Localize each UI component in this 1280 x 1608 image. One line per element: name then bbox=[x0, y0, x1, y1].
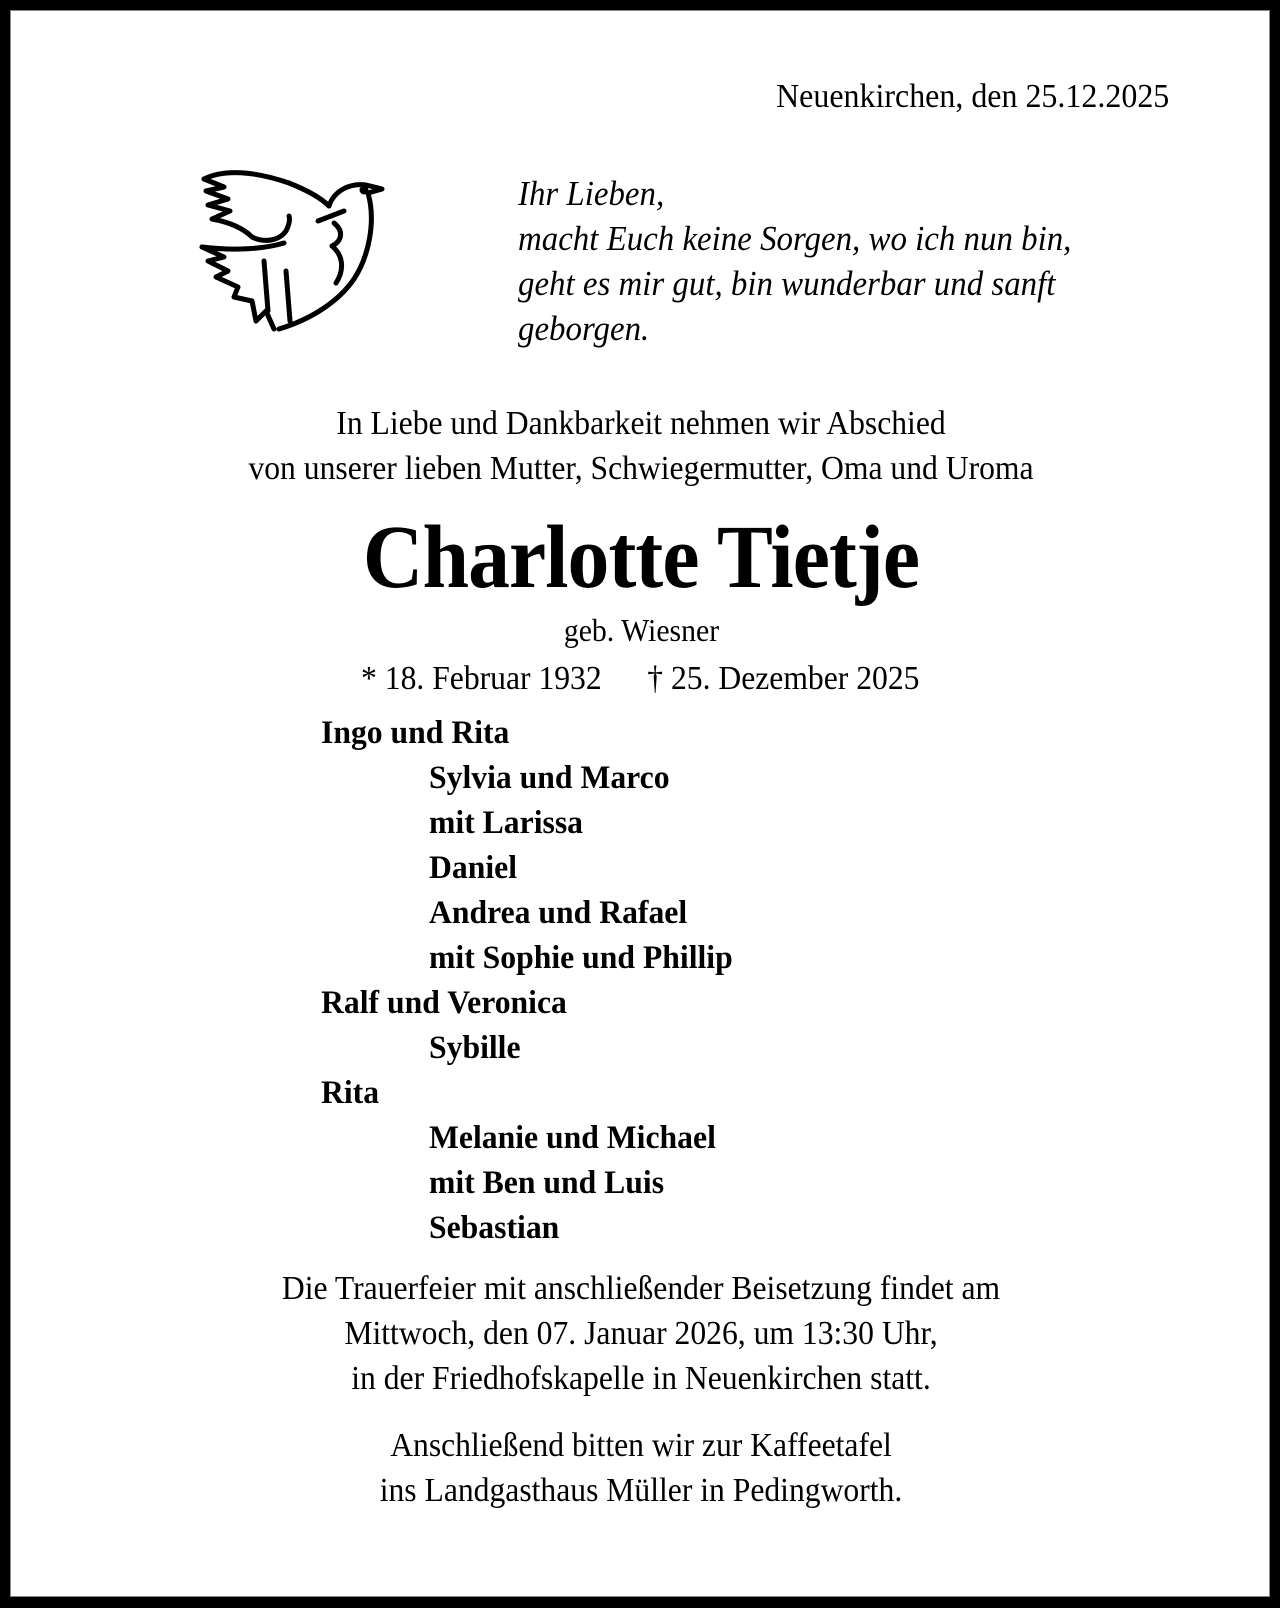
family-member bbox=[11, 891, 1271, 936]
coffee-line: ins Landgasthaus Müller in Pedingworth. bbox=[379, 1472, 903, 1509]
family-member bbox=[11, 801, 1271, 846]
coffee-info bbox=[11, 1423, 1271, 1513]
verse-line: Ihr Lieben, bbox=[518, 174, 665, 213]
dove-icon bbox=[194, 161, 394, 336]
birth-date: * 18. Februar 1932 bbox=[361, 660, 602, 697]
family-member-name: mit Ben und Luis bbox=[429, 1165, 665, 1201]
verse bbox=[518, 171, 1071, 351]
obituary-notice bbox=[10, 10, 1270, 1597]
ceremony-line: Mittwoch, den 07. Januar 2026, um 13:30 Uhr, bbox=[344, 1315, 938, 1352]
dateline: Neuenkirchen, den 25.12.2025 bbox=[775, 78, 1169, 115]
family-member-name: Andrea und Rafael bbox=[429, 895, 688, 931]
maiden-name-text: geb. Wiesner bbox=[563, 612, 719, 648]
family-member-name: mit Sophie und Phillip bbox=[429, 940, 733, 976]
family-member-name: Sebastian bbox=[429, 1210, 560, 1246]
intro-text bbox=[11, 401, 1271, 491]
family-member bbox=[11, 1161, 1271, 1206]
death-date: † 25. Dezember 2025 bbox=[647, 660, 920, 697]
intro-line: von unserer lieben Mutter, Schwiegermutter, Oma und Uroma bbox=[248, 450, 1034, 487]
deceased-name-text: Charlotte Tietje bbox=[362, 508, 920, 607]
family-member-name: Sybille bbox=[429, 1030, 521, 1066]
ceremony-info bbox=[11, 1266, 1271, 1401]
ceremony-line: Die Trauerfeier mit anschließender Beisetzung findet am bbox=[281, 1270, 1001, 1307]
family-list bbox=[11, 711, 1271, 1251]
family-member bbox=[11, 981, 1271, 1026]
family-member bbox=[11, 1206, 1271, 1251]
maiden-name bbox=[11, 611, 1271, 649]
coffee-line: Anschließend bitten wir zur Kaffeetafel bbox=[390, 1427, 892, 1464]
family-member bbox=[11, 846, 1271, 891]
family-member-name: Ingo und Rita bbox=[321, 715, 510, 751]
ceremony-line: in der Friedhofskapelle in Neuenkirchen statt. bbox=[351, 1360, 931, 1397]
family-member-name: Sylvia und Marco bbox=[429, 760, 670, 796]
family-member bbox=[11, 936, 1271, 981]
family-member bbox=[11, 1071, 1271, 1116]
family-member-name: mit Larissa bbox=[429, 805, 584, 841]
verse-line: macht Euch keine Sorgen, wo ich nun bin, bbox=[518, 219, 1072, 258]
family-member-name: Melanie und Michael bbox=[429, 1120, 716, 1156]
intro-line: In Liebe und Dankbarkeit nehmen wir Abschied bbox=[336, 405, 946, 442]
verse-line: geborgen. bbox=[518, 309, 650, 348]
deceased-name bbox=[11, 508, 1271, 608]
family-member bbox=[11, 756, 1271, 801]
family-member-name: Rita bbox=[321, 1075, 380, 1111]
family-member bbox=[11, 1026, 1271, 1071]
life-dates bbox=[11, 658, 1271, 700]
family-member-name: Daniel bbox=[429, 850, 518, 886]
family-member bbox=[11, 711, 1271, 756]
verse-line: geht es mir gut, bin wunderbar und sanft bbox=[518, 264, 1056, 303]
family-member-name: Ralf und Veronica bbox=[321, 985, 567, 1021]
family-member bbox=[11, 1116, 1271, 1161]
